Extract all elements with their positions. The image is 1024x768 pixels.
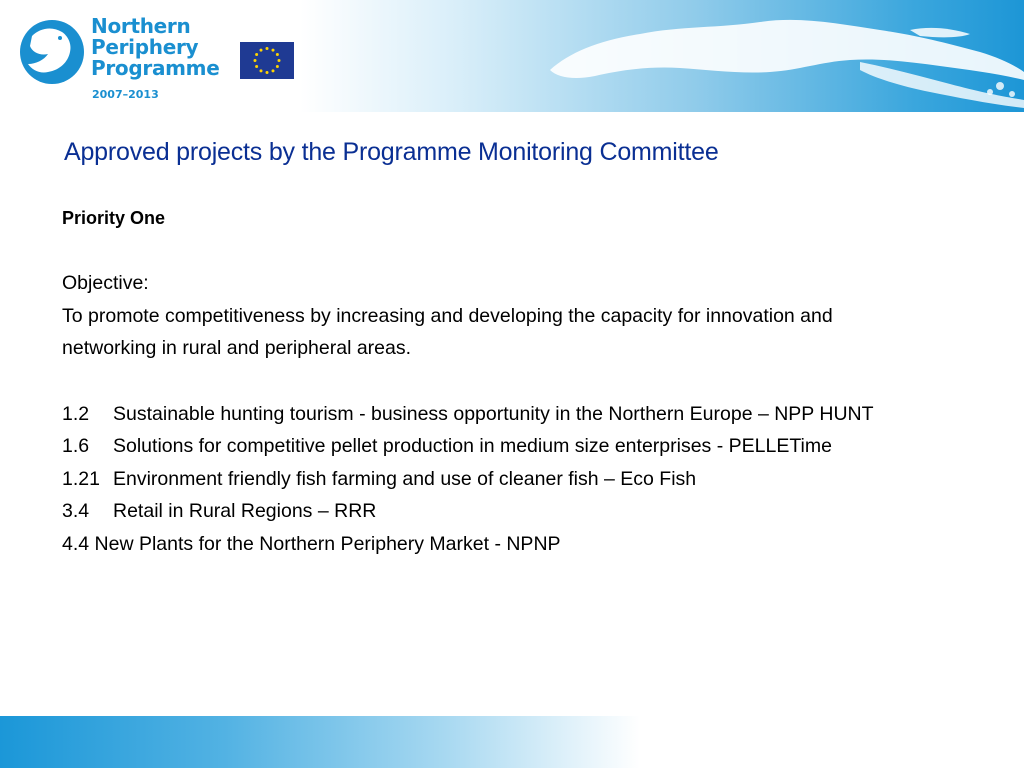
slide-body <box>62 202 1012 561</box>
project-name: Sustainable hunting tourism - business opportunity in the Northern Europe – NPP HUNT <box>113 402 874 425</box>
eu-star <box>255 53 258 56</box>
project-item <box>62 398 1012 431</box>
project-item <box>62 463 1012 496</box>
project-name: Solutions for competitive pellet production in medium size enterprises - PELLETime <box>113 435 832 458</box>
project-list <box>62 398 1012 561</box>
project-number: 1.21 <box>62 467 100 490</box>
project-number: 1.2 <box>62 402 90 425</box>
project-name: Environment friendly fish farming and use of cleaner fish – Eco Fish <box>113 467 697 490</box>
project-item <box>62 495 1012 528</box>
project-name: New Plants for the Northern Periphery Market - NPNP <box>94 532 561 555</box>
eu-star <box>272 49 275 52</box>
eu-star <box>255 65 258 68</box>
eu-star <box>278 59 281 62</box>
project-number: 4.4 <box>62 532 90 555</box>
eu-star <box>272 69 275 72</box>
logo-line-programme: Programme <box>91 56 220 80</box>
bird-icon <box>18 14 86 86</box>
objective-text-line-1: To promote competitiveness by increasing and developing the capacity for innovation and <box>62 304 833 327</box>
project-item <box>62 528 1012 561</box>
map-silhouette-graphic <box>300 0 1024 112</box>
eu-star <box>266 47 269 50</box>
header-banner <box>300 0 1024 112</box>
project-number: 1.6 <box>62 435 90 458</box>
project-item <box>62 430 1012 463</box>
eu-star <box>260 69 263 72</box>
logo-wordmark <box>91 16 219 79</box>
logo-line-periphery: Periphery <box>91 35 199 59</box>
objective-label: Objective: <box>62 272 149 295</box>
project-name: Retail in Rural Regions – RRR <box>113 500 377 523</box>
programme-logo <box>18 12 218 104</box>
eu-flag-icon <box>240 42 294 79</box>
eu-star <box>276 65 279 68</box>
objective-text-line-2: networking in rural and peripheral areas. <box>62 337 412 360</box>
eu-star <box>266 71 269 74</box>
page-title: Approved projects by the Programme Monitoring Committee <box>64 138 719 166</box>
eu-star <box>276 53 279 56</box>
footer-banner <box>0 716 640 768</box>
logo-line-northern: Northern <box>91 14 191 38</box>
priority-heading: Priority One <box>62 208 166 228</box>
logo-years: 2007–2013 <box>92 88 159 101</box>
eu-star <box>260 49 263 52</box>
project-number: 3.4 <box>62 500 90 523</box>
eu-star <box>254 59 257 62</box>
